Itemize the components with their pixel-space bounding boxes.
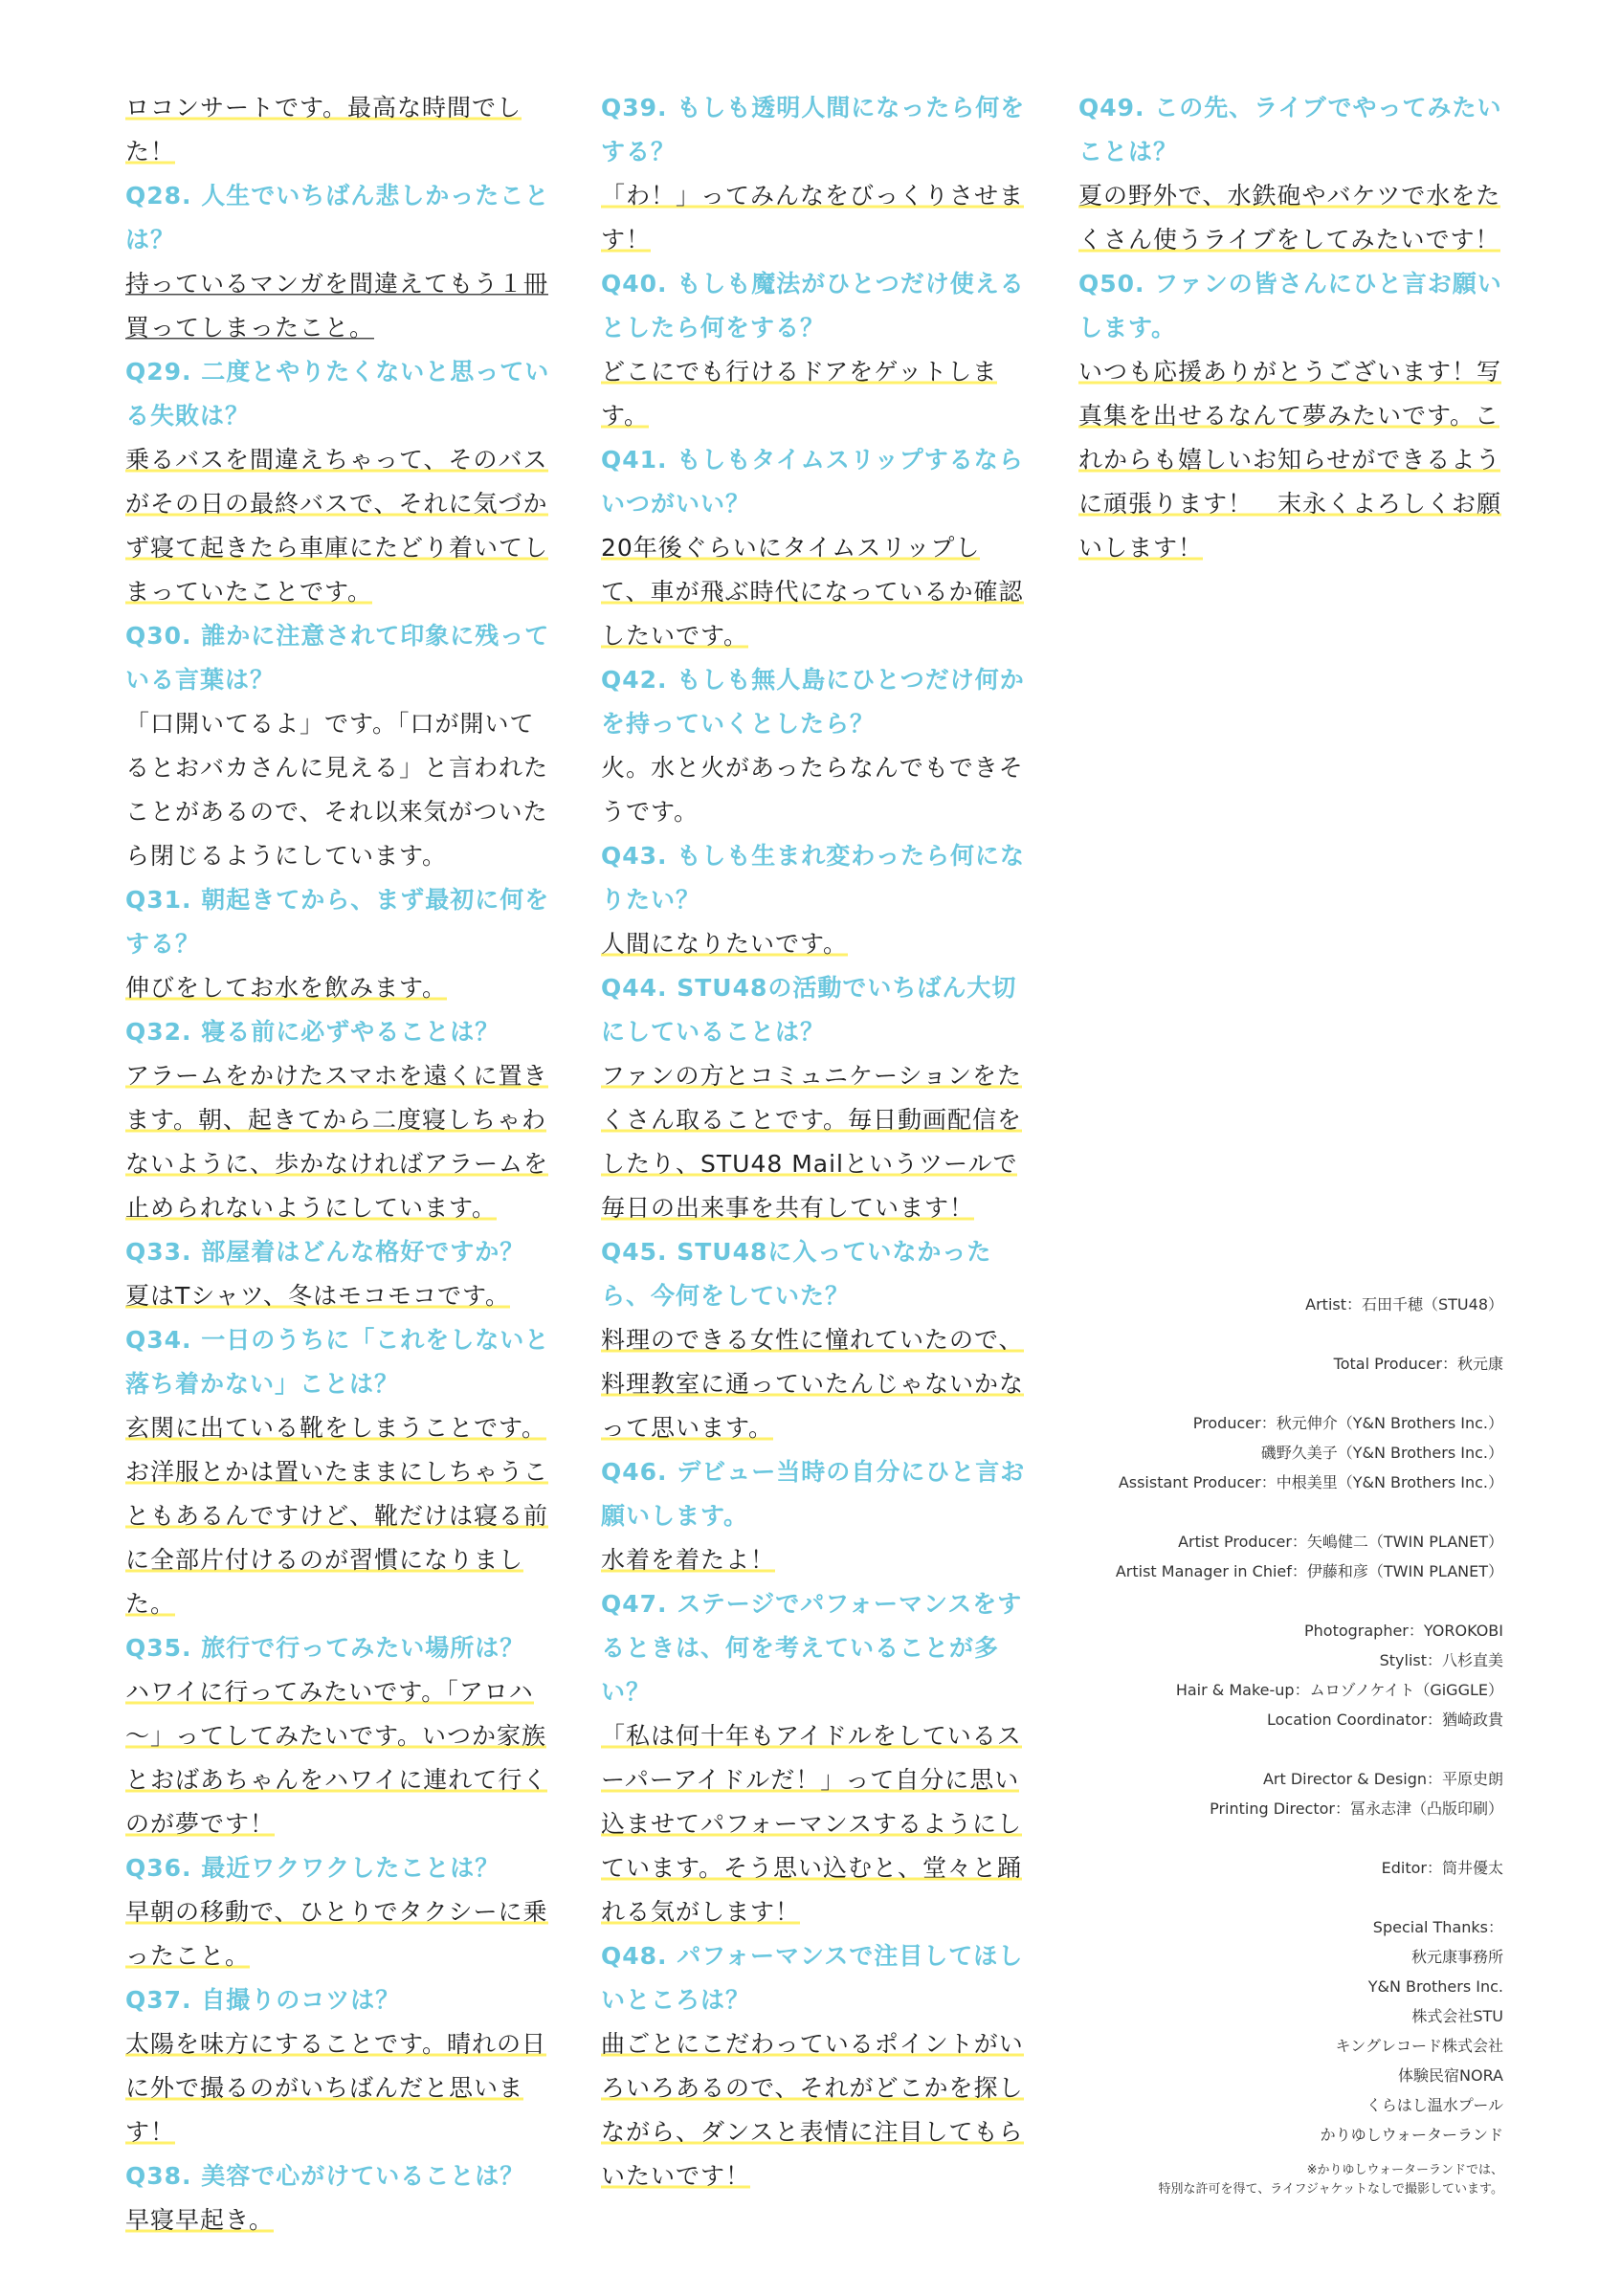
answer-28: 持っているマンガを間違えてもう１冊買ってしまったこと。	[125, 270, 549, 342]
question-45: Q45. STU48に入っていなかったら、今何をしていた？	[601, 1238, 992, 1310]
question-28: Q28. 人生でいちばん悲しかったことは？	[125, 182, 550, 254]
credit-photographer: Photographer：YOROKOBI	[1303, 1622, 1503, 1640]
credit-art-director: Art Director & Design：平原史朗	[1262, 1770, 1503, 1788]
answer-46: 水着を着たよ！	[601, 1546, 776, 1574]
question-38: Q38. 美容で心がけていることは？	[125, 2162, 525, 2190]
thanks-item: くらはし温水プール	[1366, 2096, 1503, 2114]
question-44: Q44. STU48の活動でいちばん大切にしていることは？	[601, 974, 1017, 1046]
answer-45: 料理のできる女性に憧れていたので、料理教室に通っていたんじゃないかなって思います。	[601, 1326, 1025, 1442]
question-48: Q48. パフォーマンスで注目してほしいところは？	[601, 1942, 1024, 2014]
question-30: Q30. 誰かに注意されて印象に残っている言葉は？	[125, 622, 550, 694]
credit-location-coordinator: Location Coordinator：猶崎政貴	[1267, 1711, 1503, 1729]
credit-stylist: Stylist：八杉直美	[1379, 1651, 1503, 1669]
thanks-item: キングレコード株式会社	[1335, 2037, 1503, 2055]
credit-note: ※かりゆしウォーターランドでは、 特別な許可を得て、ライフジャケットなしで撮影しています。	[1158, 2163, 1503, 2197]
answer-35: ハワイに行ってみたいです。「アロハ～」ってしてみたいです。いつか家族とおばあちゃんをハワイに連れて行くのが夢です！	[125, 1678, 548, 1838]
answer-39: 「わ！」ってみんなをびっくりさせます！	[601, 182, 1025, 254]
answer-33: 夏はTシャツ、冬はモコモコです。	[125, 1282, 511, 1310]
question-37: Q37. 自撮りのコツは？	[125, 1986, 401, 2014]
qa-column-right	[1078, 86, 1504, 570]
credit-total-producer: Total Producer：秋元康	[1333, 1355, 1503, 1373]
thanks-item: 秋元康事務所	[1410, 1948, 1503, 1966]
answer-50: いつも応援ありがとうございます！写真集を出せるなんて夢みたいです。これからも嬉しいお知らせができるように頑張ります！ 末永くよろしくお願いします！	[1078, 358, 1502, 562]
answer-29: 乗るバスを間違えちゃって、そのバスがその日の最終バスで、それに気づかず寝て起きたら車庫にたどり着いてしまっていたことです。	[125, 446, 549, 606]
credit-artist-producer: Artist Producer：矢嶋健二（TWIN PLANET）	[1178, 1533, 1503, 1551]
answer-34: 玄関に出ている靴をしまうことです。お洋服とかは置いたままにしちゃうこともあるんですけど、靴だけは寝る前に全部片付けるのが習慣になりました。	[125, 1414, 549, 1618]
question-46: Q46. デビュー当時の自分にひと言お願いします。	[601, 1458, 1026, 1530]
answer-41: 20年後ぐらいにタイムスリップして、車が飛ぶ時代になっているか確認したいです。	[601, 534, 1024, 650]
question-31: Q31. 朝起きてから、まず最初に何をする？	[125, 886, 550, 958]
question-40: Q40. もしも魔法がひとつだけ使えるとしたら何をする？	[601, 270, 1025, 342]
answer-44: ファンの方とコミュニケーションをたくさん取ることです。毎日動画配信をしたり、STU48 Mailというツールで毎日の出来事を共有しています！	[601, 1062, 1023, 1222]
credit-hair-makeup: Hair & Make-up：ムロゾノケイト（GiGGLE）	[1175, 1681, 1503, 1699]
answer-42: 火。水と火があったらなんでもできそうです。	[601, 754, 1024, 826]
qa-column-left	[125, 86, 551, 2242]
credit-printing-director: Printing Director：冨永志津（凸版印刷）	[1210, 1799, 1503, 1818]
answer-36: 早朝の移動で、ひとりでタクシーに乗ったこと。	[125, 1898, 548, 1970]
credit-special-thanks: Special Thanks：	[1372, 1918, 1503, 1936]
answer-38: 早寝早起き。	[125, 2206, 275, 2234]
staff-credits	[967, 1290, 1503, 2199]
answer-48: 曲ごとにこだわっているポイントがいろいろあるので、それがどこかを探しながら、ダンスと表情に注目してもらいたいです！	[601, 2030, 1024, 2190]
thanks-item: 体験民宿NORA	[1398, 2066, 1503, 2085]
answer-47: 「私は何十年もアイドルをしているスーパーアイドルだ！」って自分に思い込ませてパフォーマンスするようにしています。そう思い込むと、堂々と踊れる気がします！	[601, 1722, 1023, 1926]
credit-assistant-producer: Assistant Producer：中根美里（Y&N Brothers Inc.）	[1118, 1473, 1503, 1491]
credit-artist: Artist：石田千穂（STU48）	[1305, 1295, 1503, 1314]
question-29: Q29. 二度とやりたくないと思っている失敗は？	[125, 358, 550, 430]
credit-producer: Producer：秋元伸介（Y&N Brothers Inc.）	[1192, 1414, 1503, 1432]
answer-37: 太陽を味方にすることです。晴れの日に外で撮るのがいちばんだと思います！	[125, 2030, 547, 2146]
question-43: Q43. もしも生まれ変わったら何になりたい？	[601, 842, 1025, 914]
answer-30: 「口開いてるよ」です。「口が開いてるとおバカさんに見える」と言われたことがあるので、それ以来気がついたら閉じるようにしています。	[125, 710, 549, 870]
question-39: Q39. もしも透明人間になったら何をする？	[601, 94, 1026, 166]
thanks-item: 株式会社STU	[1411, 2007, 1503, 2025]
credit-producer-2: 磯野久美子（Y&N Brothers Inc.）	[1260, 1444, 1503, 1462]
credit-artist-manager: Artist Manager in Chief：伊藤和彦（TWIN PLANET）	[1115, 1562, 1503, 1580]
question-42: Q42. もしも無人島にひとつだけ何かを持っていくとしたら？	[601, 666, 1025, 738]
answer-32: アラームをかけたスマホを遠くに置きます。朝、起きてから二度寝しちゃわないように、歩かなければアラームを止められないようにしています。	[125, 1062, 549, 1222]
qa-column-middle	[601, 86, 1027, 2198]
question-47: Q47. ステージでパフォーマンスをするときは、何を考えていることが多い？	[601, 1590, 1023, 1706]
thanks-item: かりゆしウォーターランド	[1320, 2126, 1503, 2144]
answer-40: どこにでも行けるドアをゲットします。	[601, 358, 998, 430]
question-41: Q41. もしもタイムスリップするならいつがいい？	[601, 446, 1024, 518]
answer-49: 夏の野外で、水鉄砲やバケツで水をたくさん使うライブをしてみたいです！	[1078, 182, 1501, 254]
credit-editor: Editor：筒井優太	[1381, 1859, 1503, 1877]
question-32: Q32. 寝る前に必ずやることは？	[125, 1018, 500, 1046]
question-35: Q35. 旅行で行ってみたい場所は？	[125, 1634, 525, 1662]
answer-43: 人間になりたいです。	[601, 930, 849, 958]
answer-31: 伸びをしてお水を飲みます。	[125, 974, 448, 1002]
question-50: Q50. ファンの皆さんにひと言お願いします。	[1078, 270, 1502, 342]
thanks-item: Y&N Brothers Inc.	[1367, 1977, 1503, 1996]
answer-27: ロコンサートです。最高な時間でした！	[125, 94, 522, 166]
question-34: Q34. 一日のうちに「これをしないと落ち着かない」ことは？	[125, 1326, 550, 1398]
question-33: Q33. 部屋着はどんな格好ですか？	[125, 1238, 525, 1266]
question-49: Q49. この先、ライブでやってみたいことは？	[1078, 94, 1502, 166]
question-36: Q36. 最近ワクワクしたことは？	[125, 1854, 500, 1882]
